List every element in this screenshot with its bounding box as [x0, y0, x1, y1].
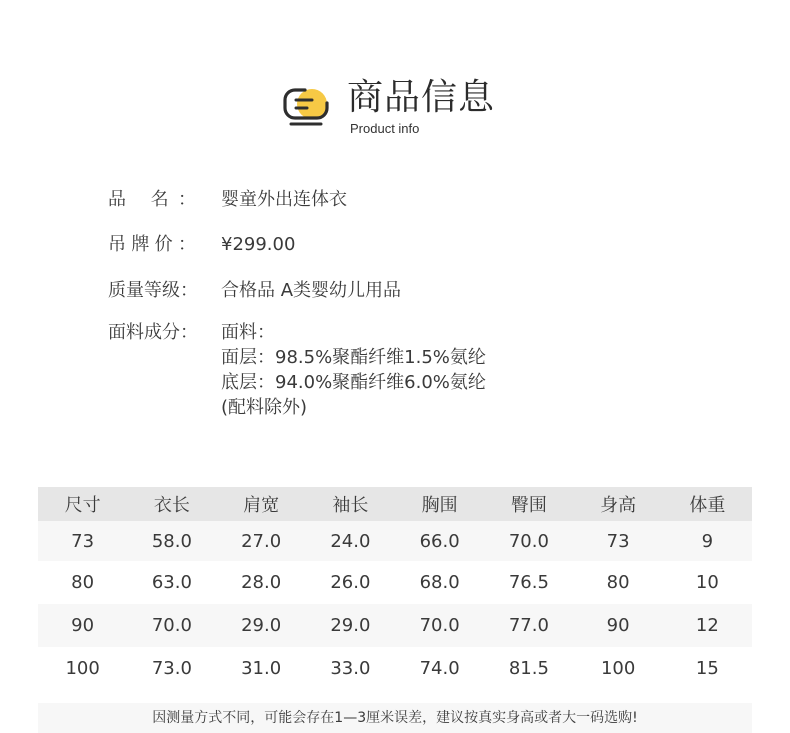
composition-line: 底层：94.0%聚酯纤维6.0%氨纶: [221, 372, 486, 393]
table-cell: 100: [600, 658, 636, 679]
column-header: 肩宽: [243, 495, 280, 516]
table-cell: 73.0: [151, 658, 192, 679]
page-title: 商品信息: [347, 77, 496, 118]
table-cell: 10: [695, 572, 719, 593]
product-info-header: [0, 72, 790, 142]
composition-line: (配料除外): [221, 397, 308, 418]
composition-label: 面料成分：: [108, 322, 198, 343]
table-cell: 27.0: [241, 530, 282, 552]
table-cell: 63.0: [151, 572, 192, 593]
table-cell: 70.0: [508, 530, 549, 552]
table-cell: 74.0: [419, 658, 460, 679]
table-cell: 12: [695, 615, 719, 636]
table-row: [38, 604, 752, 647]
table-row: [38, 521, 752, 561]
product-name-label: 品 名：: [108, 189, 196, 210]
table-cell: 26.0: [330, 572, 371, 593]
table-cell: 70.0: [419, 615, 460, 636]
composition-value: [221, 321, 486, 421]
page-subtitle: Product info: [350, 121, 420, 136]
table-cell: 24.0: [330, 530, 371, 552]
composition-line: 面料：: [221, 322, 275, 343]
table-cell: 31.0: [241, 658, 282, 679]
table-cell: 100: [65, 658, 100, 679]
composition-line: 面层：98.5%聚酯纤维1.5%氨纶: [221, 347, 486, 368]
table-cell: 90: [606, 615, 630, 636]
table-cell: 90: [71, 615, 95, 636]
table-cell: 76.5: [508, 572, 549, 593]
column-header: 体重: [689, 495, 726, 516]
table-cell: 80: [71, 572, 95, 593]
table-row: [38, 647, 752, 690]
column-header: 胸围: [421, 495, 458, 516]
size-chart-table: [38, 487, 752, 690]
quality-grade-value: 合格品 A类婴幼儿用品: [221, 280, 402, 301]
tag-price-label: 吊牌价：: [108, 234, 196, 255]
product-name-value: 婴童外出连体衣: [221, 189, 347, 210]
quality-grade-label: 质量等级：: [108, 280, 198, 301]
size-chart-header-row: [38, 487, 752, 521]
table-cell: 73: [606, 530, 630, 552]
column-header: 袖长: [332, 495, 369, 516]
column-header: 尺寸: [64, 495, 101, 516]
table-cell: 9: [701, 530, 714, 552]
table-cell: 80: [606, 572, 630, 593]
table-cell: 28.0: [241, 572, 282, 593]
table-cell: 73: [71, 530, 95, 552]
table-row: [38, 561, 752, 604]
table-cell: 66.0: [419, 530, 460, 552]
tag-price-value: ¥299.00: [221, 234, 296, 255]
table-cell: 58.0: [151, 530, 192, 552]
table-cell: 29.0: [330, 615, 371, 636]
column-header: 身高: [600, 495, 637, 516]
column-header: 衣长: [153, 495, 190, 516]
table-cell: 15: [695, 658, 719, 679]
table-cell: 81.5: [508, 658, 549, 679]
table-cell: 68.0: [419, 572, 460, 593]
table-cell: 70.0: [151, 615, 192, 636]
document-list-icon: [283, 84, 333, 130]
measurement-note: 因测量方式不同，可能会存在1—3厘米误差，建议按真实身高或者大一码选购!: [38, 703, 752, 733]
table-cell: 77.0: [508, 615, 549, 636]
table-cell: 29.0: [241, 615, 282, 636]
column-header: 臀围: [510, 495, 547, 516]
table-cell: 33.0: [330, 658, 371, 679]
